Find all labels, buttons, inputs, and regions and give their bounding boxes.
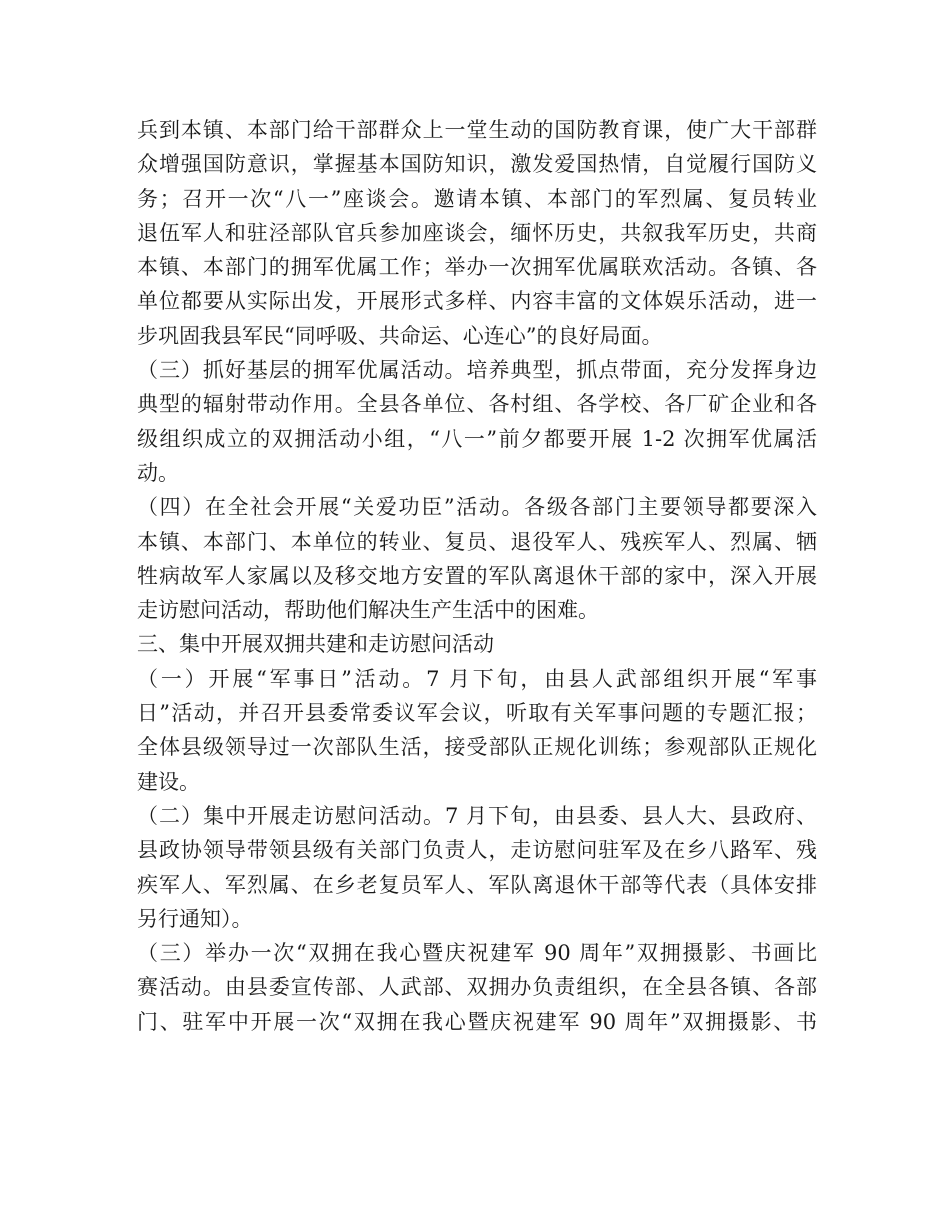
text-line: 本镇、本部门、本单位的转业、复员、退役军人、残疾军人、烈属、牺 (137, 529, 817, 554)
text-line: 典型的辐射带动作用。全县各单位、各村组、各学校、各厂矿企业和各 (137, 392, 817, 417)
text-line: 县政协领导带领县级有关部门负责人，走访慰问驻军及在乡八路军、残 (137, 838, 817, 863)
text-line: （二）集中开展走访慰问活动。7 月下旬，由县委、县人大、县政府、 (137, 803, 817, 828)
text-line: 退伍军人和驻泾部队官兵参加座谈会，缅怀历史，共叙我军历史，共商 (137, 220, 817, 245)
text-line: 建设。 (137, 769, 200, 794)
text-line: 动。 (137, 460, 179, 485)
text-line: 疾军人、军烈属、在乡老复员军人、军队离退休干部等代表（具体安排 (137, 872, 817, 897)
text-line: 全体县级领导过一次部队生活，接受部队正规化训练；参观部队正规化 (137, 735, 817, 760)
text-line: 赛活动。由县委宣传部、人武部、双拥办负责组织，在全县各镇、各部 (137, 975, 817, 1000)
text-line: （三）举办一次“双拥在我心暨庆祝建军 90 周年”双拥摄影、书画比 (137, 941, 817, 966)
text-line: （一）开展“军事日”活动。7 月下旬，由县人武部组织开展“军事 (137, 666, 817, 691)
text-line: （四）在全社会开展“关爱功臣”活动。各级各部门主要领导都要深入 (137, 495, 817, 520)
text-line: 本镇、本部门的拥军优属工作；举办一次拥军优属联欢活动。各镇、各 (137, 255, 817, 280)
text-line: 牲病故军人家属以及移交地方安置的军队离退休干部的家中，深入开展 (137, 563, 817, 588)
text-line: 日”活动，并召开县委常委议军会议，听取有关军事问题的专题汇报； (137, 701, 817, 726)
text-line: 兵到本镇、本部门给干部群众上一堂生动的国防教育课，使广大干部群 (137, 118, 817, 142)
text-line: 单位都要从实际出发，开展形式多样、内容丰富的文体娱乐活动，进一 (137, 289, 817, 314)
document-body (137, 113, 817, 1039)
section-heading: 三、集中开展双拥共建和走访慰问活动 (137, 632, 494, 657)
text-line: 走访慰问活动，帮助他们解决生产生活中的困难。 (137, 598, 599, 623)
text-line: 级组织成立的双拥活动小组，“八一”前夕都要开展 1-2 次拥军优属活 (137, 426, 817, 451)
text-line: 步巩固我县军民“同呼吸、共命运、心连心”的良好局面。 (137, 323, 663, 348)
text-line: 门、驻军中开展一次“双拥在我心暨庆祝建军 90 周年”双拥摄影、书 (137, 1009, 817, 1034)
text-line: 另行通知）。 (137, 906, 253, 931)
text-line: 务；召开一次“八一”座谈会。邀请本镇、本部门的军烈属、复员转业 (137, 186, 817, 211)
text-line: （三）抓好基层的拥军优属活动。培养典型，抓点带面，充分发挥身边 (137, 358, 817, 383)
text-line: 众增强国防意识，掌握基本国防知识，激发爱国热情，自觉履行国防义 (137, 152, 817, 177)
